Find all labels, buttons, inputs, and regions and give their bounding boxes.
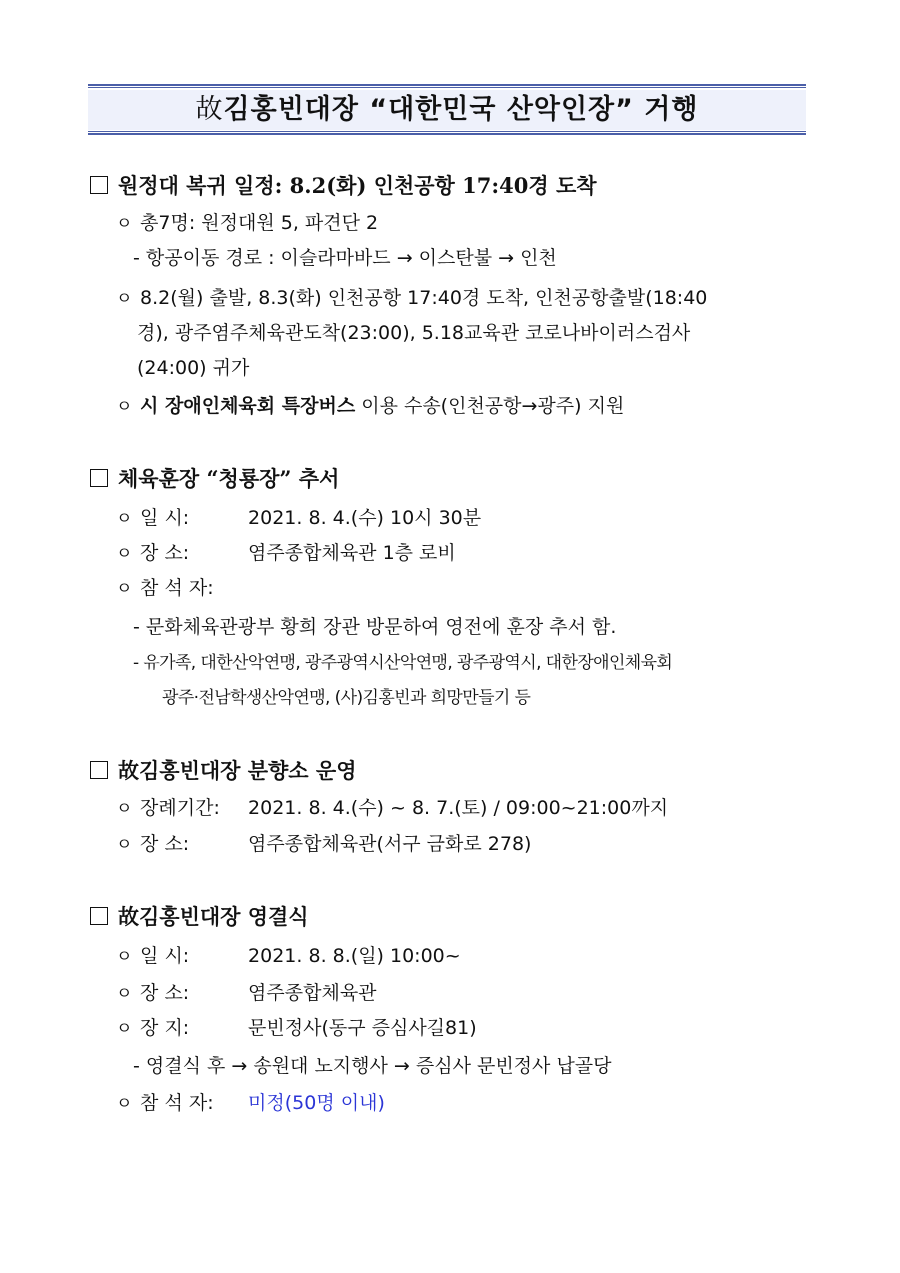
title-main: 김홍빈대장 “대한민국 산악인장” 거행	[223, 94, 699, 125]
list-item-continued: (24:00) 귀가	[137, 357, 250, 379]
attendee-count-highlight: 미정(50명 이내)	[248, 1092, 385, 1114]
checkbox-square-icon	[90, 907, 108, 925]
list-item: - 문화체육관광부 황희 장관 방문하여 영전에 훈장 추서 함.	[133, 616, 617, 638]
list-item: ㅇ 일 시: 2021. 8. 8.(일) 10:00~	[116, 943, 461, 970]
list-item: ㅇ 참 석 자: 미정(50명 이내)	[116, 1090, 385, 1117]
circle-bullet-icon: ㅇ	[116, 947, 133, 967]
list-item: ㅇ 일 시: 2021. 8. 4.(수) 10시 30분	[116, 505, 481, 532]
circle-bullet-icon: ㅇ	[116, 984, 133, 1004]
list-item: - 유가족, 대한산악연맹, 광주광역시산악연맹, 광주광역시, 대한장애인체육회	[133, 653, 673, 673]
title-rule-bottom	[88, 133, 806, 135]
list-item: ㅇ 장 지: 문빈정사(동구 증심사길81)	[116, 1015, 477, 1042]
title-rule-top-thin	[88, 87, 806, 88]
circle-bullet-icon: ㅇ	[116, 289, 133, 309]
title-rule-top	[88, 84, 806, 86]
list-item: ㅇ 장례기간: 2021. 8. 4.(수) ~ 8. 7.(토) / 09:00~21:00까지	[116, 795, 668, 822]
circle-bullet-icon: ㅇ	[116, 1019, 133, 1039]
list-item-continued: 경), 광주염주체육관도착(23:00), 5.18교육관 코로나바이러스검사	[137, 322, 691, 344]
list-item-continued: 광주‧전남학생산악연맹, (사)김홍빈과 희망만들기 등	[162, 688, 531, 708]
list-item: - 영결식 후 → 송원대 노지행사 → 증심사 문빈정사 납골당	[133, 1055, 612, 1077]
list-item: ㅇ 총7명: 원정대원 5, 파견단 2	[116, 210, 378, 237]
section-heading-return: 원정대 복귀 일정: 8.2(화) 인천공항 17:40경 도착	[90, 172, 597, 200]
circle-bullet-icon: ㅇ	[116, 1094, 133, 1114]
list-item: - 항공이동 경로 : 이슬라마바드 → 이스탄불 → 인천	[133, 247, 557, 269]
list-item: ㅇ 장 소: 염주종합체육관 1층 로비	[116, 540, 456, 567]
title-box	[88, 84, 806, 136]
checkbox-square-icon	[90, 176, 108, 194]
circle-bullet-icon: ㅇ	[116, 214, 133, 234]
title-rule-bottom-thin	[88, 131, 806, 132]
list-item: ㅇ 참 석 자:	[116, 575, 214, 602]
section-heading-memorial: 故김홍빈대장 분향소 운영	[90, 757, 356, 785]
section-heading-funeral: 故김홍빈대장 영결식	[90, 903, 309, 931]
circle-bullet-icon: ㅇ	[116, 397, 133, 417]
circle-bullet-icon: ㅇ	[116, 509, 133, 529]
list-item: ㅇ 시 장애인체육회 특장버스 이용 수송(인천공항→광주) 지원	[116, 393, 624, 420]
page-title	[88, 90, 806, 130]
list-item: ㅇ 장 소: 염주종합체육관	[116, 980, 377, 1007]
section-heading-medal: 체육훈장 “청룡장” 추서	[90, 465, 339, 493]
checkbox-square-icon	[90, 761, 108, 779]
checkbox-square-icon	[90, 469, 108, 487]
title-prefix: 故	[195, 94, 224, 125]
circle-bullet-icon: ㅇ	[116, 799, 133, 819]
list-item: ㅇ 8.2(월) 출발, 8.3(화) 인천공항 17:40경 도착, 인천공항출발(18:40	[116, 285, 707, 312]
circle-bullet-icon: ㅇ	[116, 835, 133, 855]
list-item: ㅇ 장 소: 염주종합체육관(서구 금화로 278)	[116, 831, 531, 858]
circle-bullet-icon: ㅇ	[116, 579, 133, 599]
circle-bullet-icon: ㅇ	[116, 544, 133, 564]
